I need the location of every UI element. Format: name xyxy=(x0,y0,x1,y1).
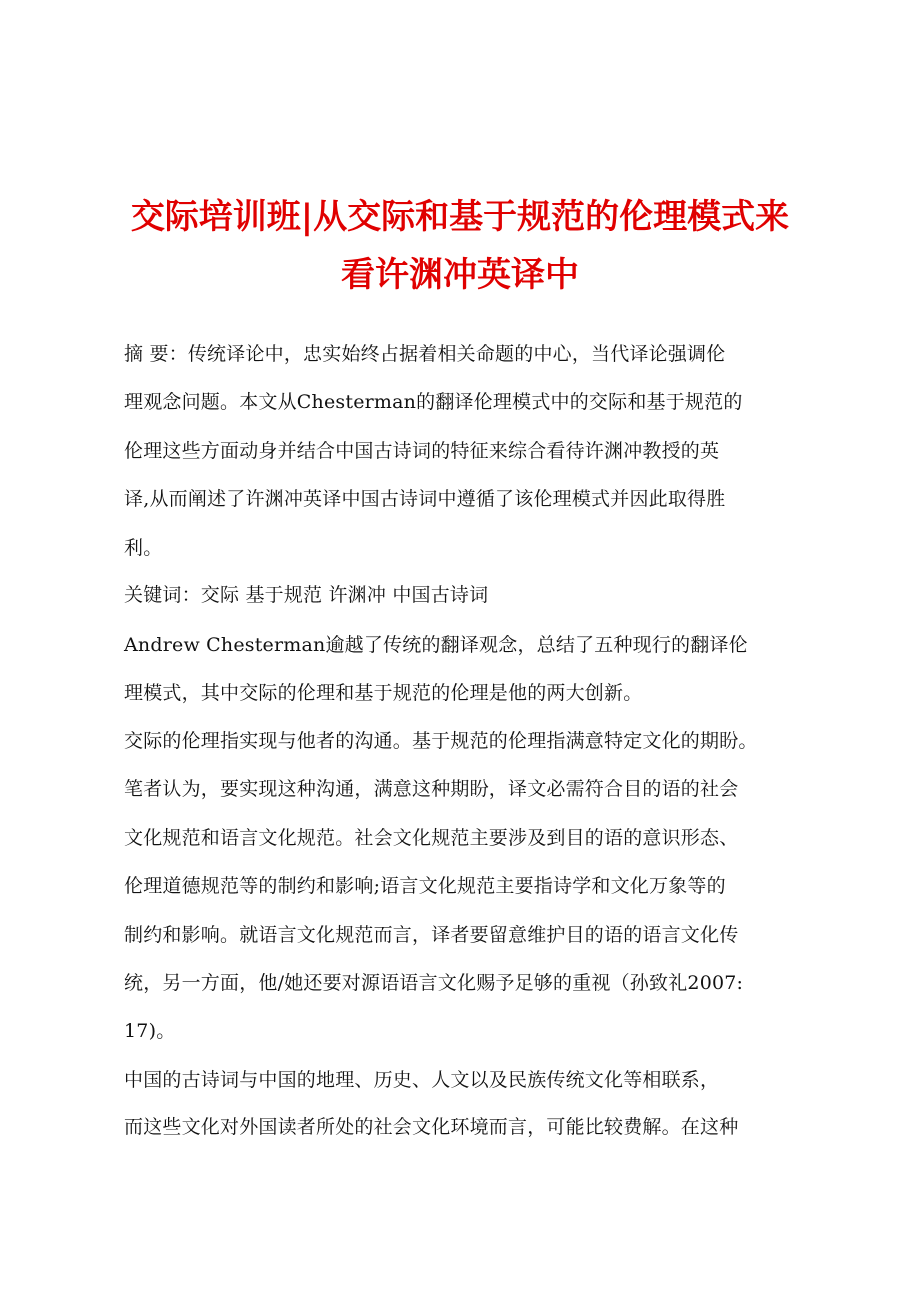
paragraph-3-line-1: 中国的古诗词与中国的地理、历史、人文以及民族传统文化等相联系， xyxy=(124,1069,720,1091)
abstract-line-4: 译,从而阐述了许渊冲英译中国古诗词中遵循了该伦理模式并因此取得胜 xyxy=(124,488,726,510)
abstract-line-3: 伦理这些方面动身并结合中国古诗词的特征来综合看待许渊冲教授的英 xyxy=(124,440,720,462)
keywords-line: 关键词：交际 基于规范 许渊冲 中国古诗词 xyxy=(124,584,489,606)
abstract-line-1: 摘 要：传统译论中，忠实始终占据着相关命题的中心，当代译论强调伦 xyxy=(124,343,726,365)
paragraph-2-line-2: 笔者认为，要实现这种沟通，满意这种期盼，译文必需符合目的语的社会 xyxy=(124,778,739,800)
paragraph-2-line-3: 文化规范和语言文化规范。社会文化规范主要涉及到目的语的意识形态、 xyxy=(124,827,739,849)
paragraph-2-line-6: 统，另一方面，他/她还要对源语语言文化赐予足够的重视（孙致礼2007: xyxy=(124,972,744,994)
paragraph-2-line-1: 交际的伦理指实现与他者的沟通。基于规范的伦理指满意特定文化的期盼。 xyxy=(124,730,758,752)
paragraph-2-line-7: 17)。 xyxy=(124,1020,176,1042)
abstract-line-2: 理观念问题。本文从Chesterman的翻译伦理模式中的交际和基于规范的 xyxy=(124,391,743,413)
paragraph-2-line-5: 制约和影响。就语言文化规范而言，译者要留意维护目的语的语言文化传 xyxy=(124,924,739,946)
document-title-line-2: 看许渊冲英译中 xyxy=(341,255,579,295)
paragraph-1-line-1: Andrew Chesterman逾越了传统的翻译观念，总结了五种现行的翻译伦 xyxy=(124,634,748,656)
paragraph-3-line-2: 而这些文化对外国读者所处的社会文化环境而言，可能比较费解。在这种 xyxy=(124,1116,739,1138)
abstract-line-5: 利。 xyxy=(124,537,163,559)
paragraph-1-line-2: 理模式，其中交际的伦理和基于规范的伦理是他的两大创新。 xyxy=(124,682,643,704)
paragraph-2-line-4: 伦理道德规范等的制约和影响;语言文化规范主要指诗学和文化万象等的 xyxy=(124,875,726,897)
document-title-line-1: 交际培训班|从交际和基于规范的伦理模式来 xyxy=(130,197,790,237)
